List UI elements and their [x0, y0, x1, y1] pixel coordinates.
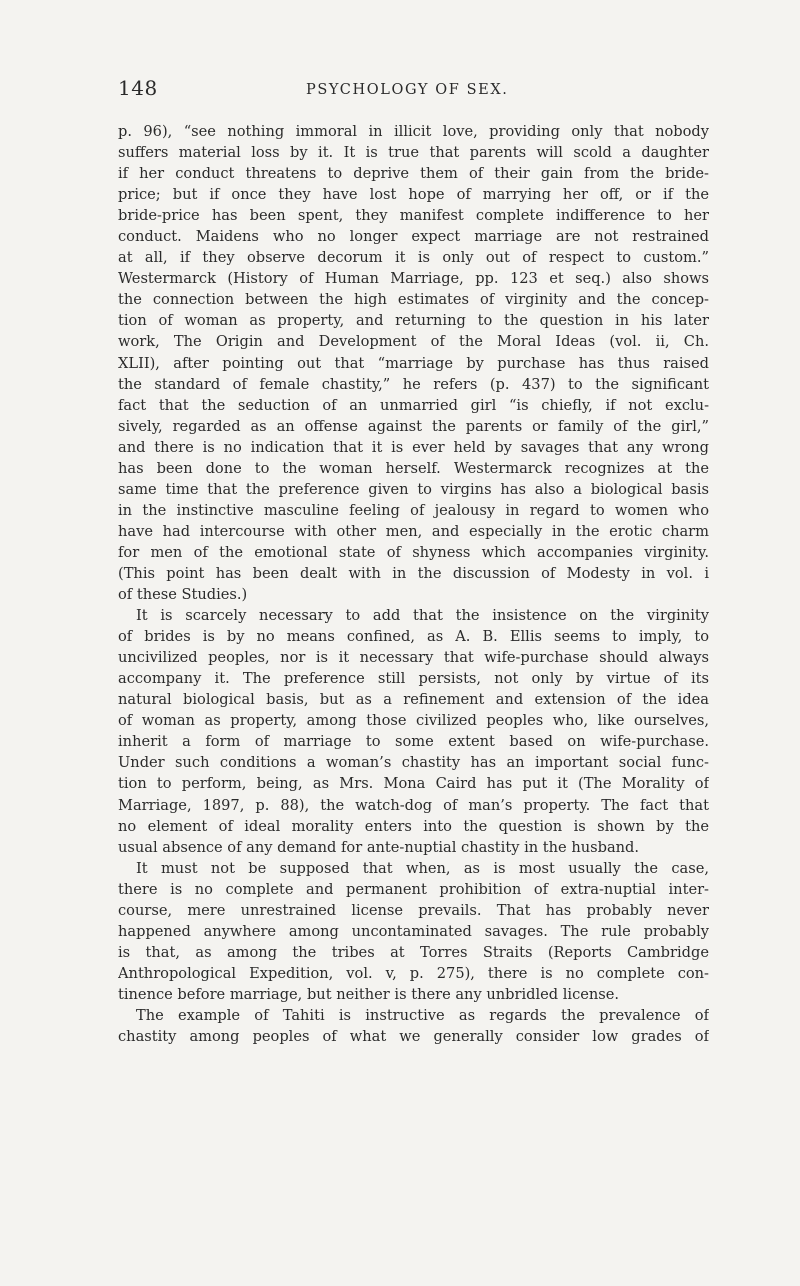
text-line: accompany it. The preference still persists, not only by virtue of its: [118, 670, 709, 688]
text-line: Anthropological Expedition, vol. v, p. 275), there is no complete con-: [118, 964, 709, 982]
running-title: PSYCHOLOGY OF SEX.: [306, 82, 509, 98]
text-line: of these Studies.): [118, 586, 248, 604]
text-line: at all, if they observe decorum it is only out of respect to custom.”: [118, 249, 709, 267]
text-line: of woman as property, among those civilized peoples who, like ourselves,: [118, 712, 709, 730]
text-line: of brides is by no means confined, as A. B. Ellis seems to imply, to: [118, 628, 709, 646]
text-line: conduct. Maidens who no longer expect marriage are not restrained: [118, 228, 709, 246]
text-line: happened anywhere among uncontaminated savages. The rule probably: [118, 922, 709, 940]
text-line: the connection between the high estimates of virginity and the concep-: [118, 291, 709, 309]
text-line: has been done to the woman herself. Westermarck recognizes at the: [118, 459, 709, 477]
text-line: The example of Tahiti is instructive as regards the prevalence of: [136, 1006, 709, 1024]
text-line: no element of ideal morality enters into the question is shown by the: [118, 817, 709, 835]
text-line: if her conduct threatens to deprive them of their gain from the bride-: [118, 165, 709, 183]
text-line: tion of woman as property, and returning to the question in his later: [118, 312, 709, 330]
text-line: (This point has been dealt with in the discussion of Modesty in vol. i: [118, 564, 709, 582]
text-line: there is no complete and permanent prohibition of extra-nuptial inter-: [118, 880, 709, 898]
text-line: Westermarck (History of Human Marriage, pp. 123 et seq.) also shows: [118, 270, 709, 288]
text-line: p. 96), “see nothing immoral in illicit love, providing only that nobody: [118, 123, 709, 140]
text-line: price; but if once they have lost hope of marrying her off, or if the: [118, 186, 709, 204]
text-line: fact that the seduction of an unmarried girl “is chiefly, if not exclu-: [118, 396, 709, 414]
text-line: sively, regarded as an offense against the parents or family of the girl,”: [118, 417, 709, 435]
text-line: usual absence of any demand for ante-nuptial chastity in the husband.: [118, 838, 640, 856]
text-line: tinence before marriage, but neither is there any unbridled license.: [118, 985, 620, 1003]
text-line: is that, as among the tribes at Torres Straits (Reports Cambridge: [118, 943, 709, 961]
body-text: [118, 121, 709, 1047]
text-line: same time that the preference given to virgins has also a biological basis: [118, 480, 709, 498]
text-line: and there is no indication that it is ever held by savages that any wrong: [118, 438, 709, 456]
text-line: the standard of female chastity,” he refers (p. 437) to the significant: [118, 375, 709, 393]
text-line: It must not be supposed that when, as is most usually the case,: [136, 859, 709, 877]
text-line: inherit a form of marriage to some extent based on wife-purchase.: [118, 733, 709, 751]
text-line: have had intercourse with other men, and especially in the erotic charm: [118, 522, 709, 540]
text-line: for men of the emotional state of shyness which accompanies virginity.: [118, 543, 709, 561]
text-line: Marriage, 1897, p. 88), the watch-dog of man’s property. The fact that: [118, 796, 709, 814]
running-head: [118, 76, 718, 106]
text-line: in the instinctive masculine feeling of jealousy in regard to women who: [118, 501, 709, 519]
page-number: 148: [118, 76, 158, 100]
text-line: It is scarcely necessary to add that the insistence on the virginity: [136, 607, 709, 625]
text-line: tion to perform, being, as Mrs. Mona Caird has put it (The Morality of: [118, 775, 709, 793]
text-line: course, mere unrestrained license prevails. That has probably never: [118, 901, 709, 919]
text-line: chastity among peoples of what we generally consider low grades of: [118, 1028, 709, 1046]
text-line: uncivilized peoples, nor is it necessary that wife-purchase should always: [118, 649, 709, 667]
text-line: work, The Origin and Development of the Moral Ideas (vol. ii, Ch.: [118, 333, 709, 351]
text-line: Under such conditions a woman’s chastity has an important social func-: [118, 754, 709, 772]
text-line: natural biological basis, but as a refinement and extension of the idea: [118, 691, 709, 709]
text-line: bride-price has been spent, they manifest complete indifference to her: [118, 207, 709, 225]
text-line: XLII), after pointing out that “marriage by purchase has thus raised: [118, 354, 709, 372]
text-line: suffers material loss by it. It is true that parents will scold a daughter: [118, 144, 709, 162]
